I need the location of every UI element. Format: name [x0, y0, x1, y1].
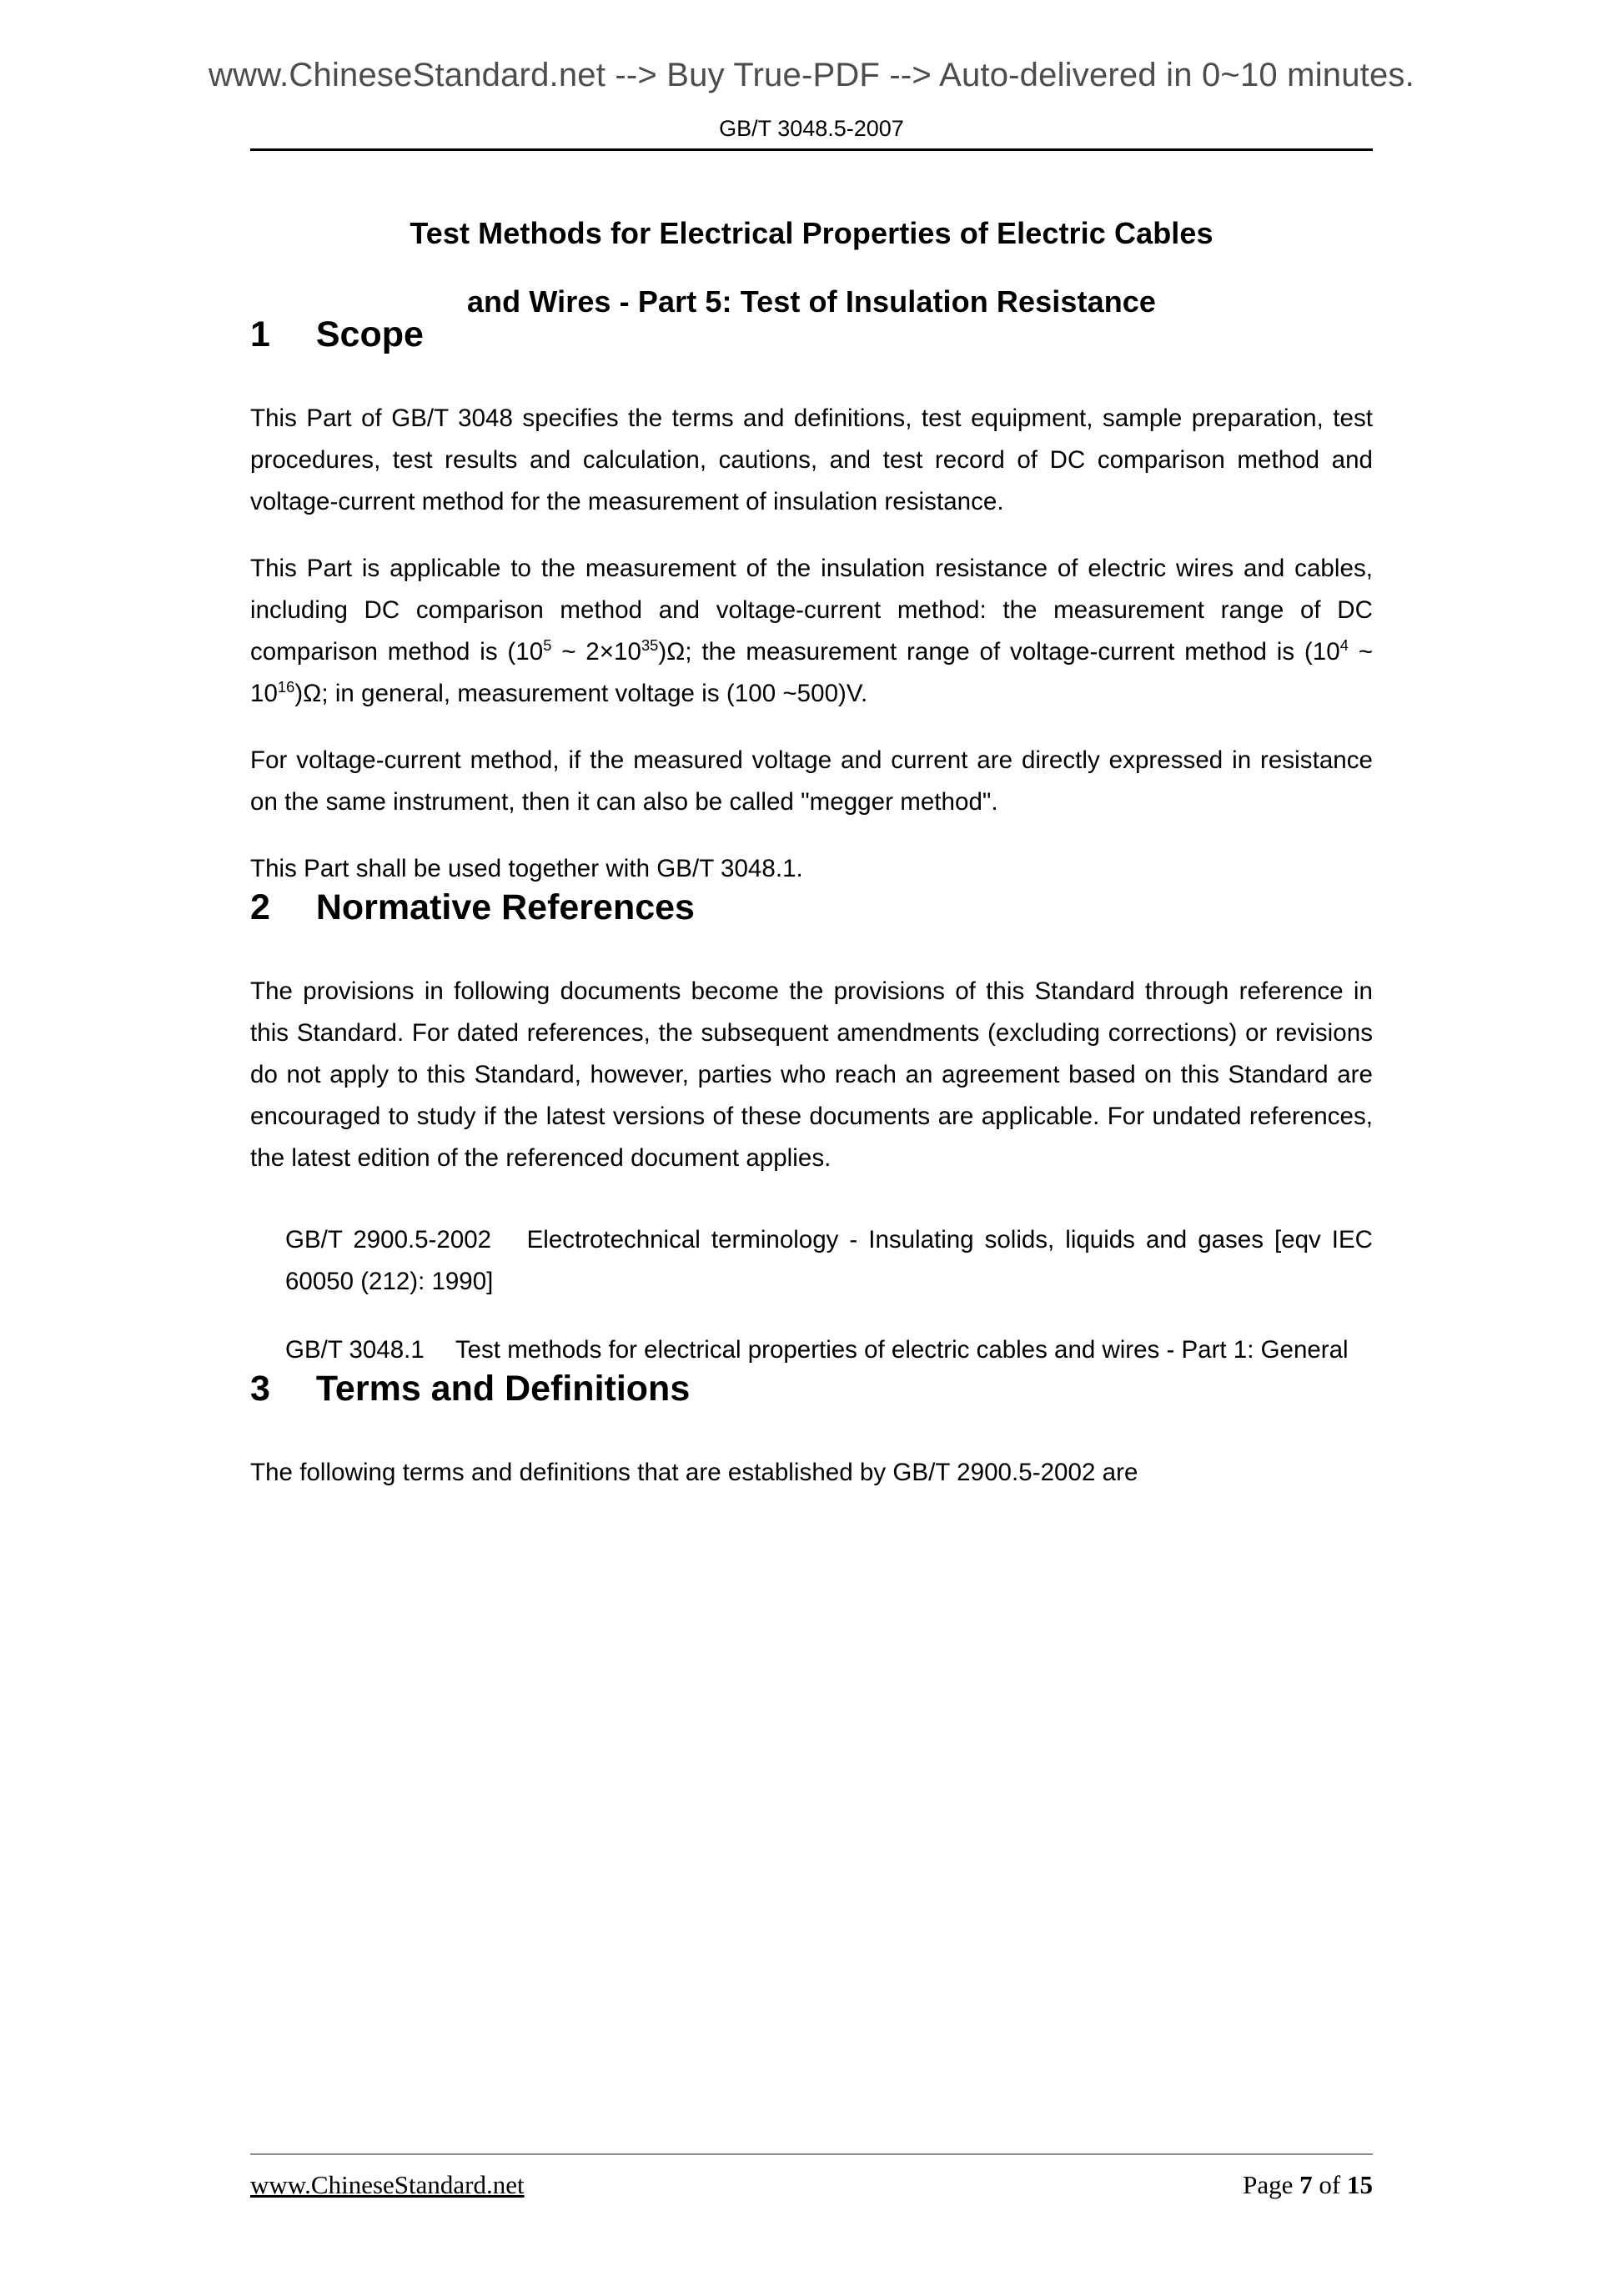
- footer-total-pages: 15: [1347, 2170, 1373, 2199]
- footer-divider: [250, 2153, 1373, 2155]
- footer-website-link[interactable]: www.ChineseStandard.net: [250, 2170, 525, 2199]
- clause-heading-3-terms-and-definitions: 3 Terms and Definitions: [250, 1369, 691, 1409]
- clause-1-paragraph-4: This Part shall be used together with GB/T 3048.1.: [250, 855, 803, 882]
- clause-1-paragraph-2-part-c: )Ω; the measurement range of voltage-current method is (10: [658, 638, 1340, 666]
- footer-current-page: 7: [1299, 2170, 1313, 2199]
- footer-page-prefix: Page: [1243, 2170, 1300, 2199]
- clause-1-paragraph-2-part-b: ~ 2×10: [551, 638, 641, 666]
- footer-page-middle: of: [1312, 2170, 1347, 2199]
- page-title: [250, 216, 1373, 319]
- clause-3-paragraph-1: The following terms and definitions that are established by GB/T 2900.5-2002 are: [250, 1459, 1138, 1486]
- exponent-35: 35: [641, 636, 659, 655]
- promo-banner-text: www.ChineseStandard.net --> Buy True-PDF --> Auto-delivered in 0~10 minutes.: [209, 57, 1414, 93]
- exponent-4: 4: [1339, 636, 1349, 655]
- running-head-divider: [250, 148, 1373, 151]
- clause-2-paragraph-1: The provisions in following documents become the provisions of this Standard through reference in this Standard. For dated references, the subsequent amendments (excluding corrections) or revisions do not apply to this Standard, however, parties who reach an agreement based on this Standard are encouraged to study if the latest versions of these documents are applicable. For undated references, the latest edition of the referenced document applies.: [250, 977, 1373, 1172]
- footer-page-number: [1243, 2170, 1373, 2200]
- clause-heading-2-normative-references: 2 Normative References: [250, 887, 695, 927]
- clause-1-paragraph-2-part-a: This Part is applicable to the measurement of the insulation resistance of electric wires and cables, including DC comparison method and voltage-current method: the measurement range of DC comparison method is (10: [250, 555, 1373, 666]
- clause-1-paragraph-1: This Part of GB/T 3048 specifies the terms and definitions, test equipment, sample preparation, test procedures, test results and calculation, cautions, and test record of DC comparison method and voltage-current method for the measurement of insulation resistance.: [250, 404, 1373, 515]
- page-title-line-1: Test Methods for Electrical Properties of Electric Cables: [410, 216, 1213, 250]
- normative-reference-item-1: GB/T 2900.5-2002 Electrotechnical terminology - Insulating solids, liquids and gases [eqv IEC 60050 (212): 1990]: [285, 1226, 1373, 1295]
- clause-1-paragraph-2-part-e: )Ω; in general, measurement voltage is (100 ~500)V.: [294, 680, 868, 707]
- exponent-5: 5: [543, 636, 552, 655]
- clause-heading-1-scope: 1 Scope: [250, 314, 424, 354]
- normative-reference-item-2: GB/T 3048.1 Test methods for electrical properties of electric cables and wires - Part 1: General: [285, 1336, 1349, 1364]
- exponent-16: 16: [277, 678, 295, 696]
- page-footer: [250, 2170, 1373, 2220]
- clause-1-paragraph-2: [250, 548, 1373, 715]
- page-title-line-2: and Wires - Part 5: Test of Insulation Resistance: [466, 284, 1157, 319]
- document-content: [250, 200, 1373, 1494]
- clause-1-paragraph-2-part-d: ~ 10: [250, 638, 1373, 707]
- running-head-standard-number: GB/T 3048.5-2007: [719, 116, 904, 141]
- clause-1-paragraph-3: For voltage-current method, if the measured voltage and current are directly expressed in resistance on the same instrument, then it can also be called "megger method".: [250, 746, 1373, 816]
